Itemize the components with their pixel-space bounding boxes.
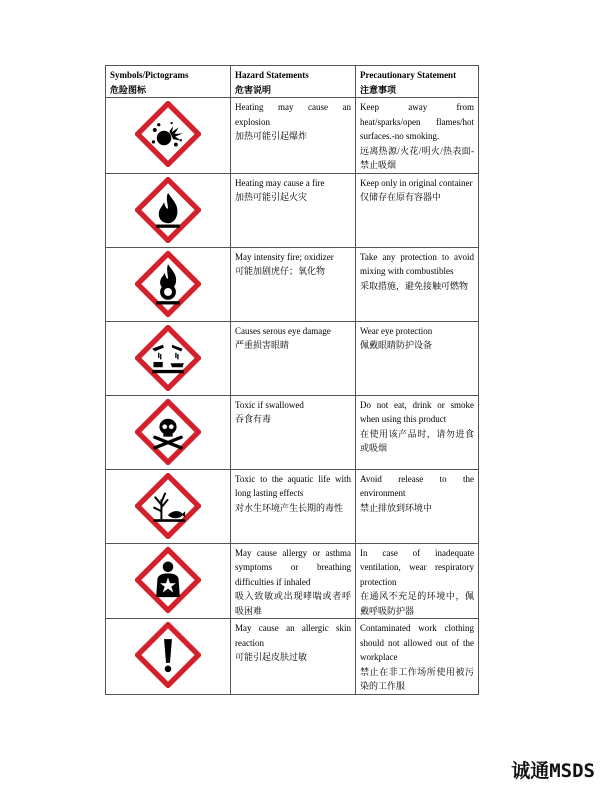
exploding-bomb-icon bbox=[135, 101, 201, 167]
precaution-cell bbox=[356, 469, 479, 543]
hazard-text-cn: 加热可能引起火灾 bbox=[235, 192, 308, 202]
precaution-text-cn: 在通风不充足的环境中，佩戴呼吸防护器 bbox=[360, 591, 474, 616]
hazard-cell bbox=[231, 321, 356, 395]
precaution-cell bbox=[356, 321, 479, 395]
hazard-cell bbox=[231, 395, 356, 469]
pictogram-cell bbox=[106, 321, 231, 395]
table-row bbox=[106, 321, 479, 395]
hazard-cell bbox=[231, 173, 356, 247]
pictogram-cell bbox=[106, 98, 231, 174]
precaution-cell bbox=[356, 173, 479, 247]
hazard-text-cn: 吞食有毒 bbox=[235, 414, 272, 424]
header-hazard-cn: 危害说明 bbox=[235, 84, 272, 95]
precaution-text-cn: 佩戴眼睛防护设备 bbox=[360, 340, 433, 350]
hazard-text-en: Causes serous eye damage bbox=[235, 325, 331, 336]
precaution-text-en: Wear eye protection bbox=[360, 325, 433, 336]
hazard-text-cn: 加热可能引起爆炸 bbox=[235, 131, 308, 141]
watermark-logo: 诚通MSDS bbox=[511, 760, 595, 782]
table-row bbox=[106, 98, 479, 174]
precaution-text-en: Keep only in original container bbox=[360, 177, 473, 188]
hazard-text-cn: 吸入致敏或出现哮喘或者呼吸困难 bbox=[235, 591, 351, 616]
pictogram-cell bbox=[106, 395, 231, 469]
ghs-hazard-table bbox=[105, 65, 479, 695]
precaution-text-en: Avoid release to the environment bbox=[360, 473, 474, 498]
pictogram-cell bbox=[106, 543, 231, 619]
precaution-text-cn: 仅储存在原有容器中 bbox=[360, 192, 442, 202]
precaution-text-cn: 禁止排放到环境中 bbox=[360, 502, 433, 513]
table-row bbox=[106, 173, 479, 247]
precaution-text-en: In case of inadequate ventilation, wear respiratory protection bbox=[360, 547, 474, 587]
precaution-cell bbox=[356, 395, 479, 469]
header-symbols bbox=[106, 66, 231, 98]
precaution-cell bbox=[356, 543, 479, 619]
pictogram-cell bbox=[106, 173, 231, 247]
flame-icon bbox=[135, 177, 201, 243]
table-row bbox=[106, 619, 479, 695]
precaution-text-en: Do not eat, drink or smoke when using this product bbox=[360, 399, 474, 424]
header-precaution-en: Precautionary Statement bbox=[360, 70, 457, 80]
table-row bbox=[106, 469, 479, 543]
table-row bbox=[106, 543, 479, 619]
hazard-cell bbox=[231, 98, 356, 174]
hazard-text-en: May cause an allergic skin reaction bbox=[235, 623, 351, 648]
precaution-text-cn: 禁止在非工作场所使用被污染的工作服 bbox=[360, 666, 474, 691]
hazard-text-cn: 对水生环境产生长期的毒性 bbox=[235, 502, 344, 513]
pictogram-cell bbox=[106, 247, 231, 321]
hazard-cell bbox=[231, 619, 356, 695]
hazard-text-cn: 严重损害眼睛 bbox=[235, 340, 290, 350]
health-hazard-icon bbox=[135, 547, 201, 613]
hazard-text-en: Heating may cause a fire bbox=[235, 177, 325, 188]
hazard-text-en: Heating may cause an explosion bbox=[235, 102, 351, 127]
precaution-text-en: Keep away from heat/sparks/open flames/hot surfaces.-no smoking. bbox=[360, 102, 474, 141]
skull-crossbones-icon bbox=[135, 399, 201, 465]
pictogram-cell bbox=[106, 619, 231, 695]
precaution-text-cn: 在使用该产品时，请勿进食或吸烟 bbox=[360, 428, 474, 453]
hazard-cell bbox=[231, 247, 356, 321]
precaution-text-cn: 采取措施，避免接触可燃物 bbox=[360, 280, 469, 291]
header-precaution-cn: 注意事项 bbox=[360, 84, 397, 95]
corrosion-icon bbox=[135, 325, 201, 391]
pictogram-cell bbox=[106, 469, 231, 543]
hazard-text-cn: 可能加剧虎仔；氧化物 bbox=[235, 266, 326, 276]
precaution-text-en: Contaminated work clothing should not allowed out of the workplace bbox=[360, 623, 474, 662]
precaution-cell bbox=[356, 98, 479, 174]
header-hazard bbox=[231, 66, 356, 98]
table-row bbox=[106, 247, 479, 321]
header-symbols-en: Symbols/Pictograms bbox=[110, 70, 189, 80]
header-hazard-en: Hazard Statements bbox=[235, 70, 309, 80]
header-symbols-cn: 危险图标 bbox=[110, 84, 147, 95]
hazard-text-en: Toxic to the aquatic life with long lasting effects bbox=[235, 473, 351, 498]
exclamation-mark-icon bbox=[135, 622, 201, 688]
flame-over-circle-icon bbox=[135, 251, 201, 317]
precaution-text-en: Take any protection to avoid mixing with combustibles bbox=[360, 251, 474, 276]
hazard-text-en: May cause allergy or asthma symptoms or breathing difficulties if inhaled bbox=[235, 547, 351, 587]
precaution-cell bbox=[356, 619, 479, 695]
table-row bbox=[106, 395, 479, 469]
hazard-text-cn: 可能引起皮肤过敏 bbox=[235, 652, 308, 662]
precaution-cell bbox=[356, 247, 479, 321]
header-precaution bbox=[356, 66, 479, 98]
hazard-text-en: Toxic if swallowed bbox=[235, 399, 304, 410]
environment-icon bbox=[135, 473, 201, 539]
precaution-text-cn: 远离热源/火花/明火/热表面-禁止吸烟 bbox=[360, 145, 474, 170]
hazard-text-en: May intensity fire; oxidizer bbox=[235, 251, 334, 262]
header-row bbox=[106, 66, 479, 98]
hazard-cell bbox=[231, 469, 356, 543]
hazard-cell bbox=[231, 543, 356, 619]
